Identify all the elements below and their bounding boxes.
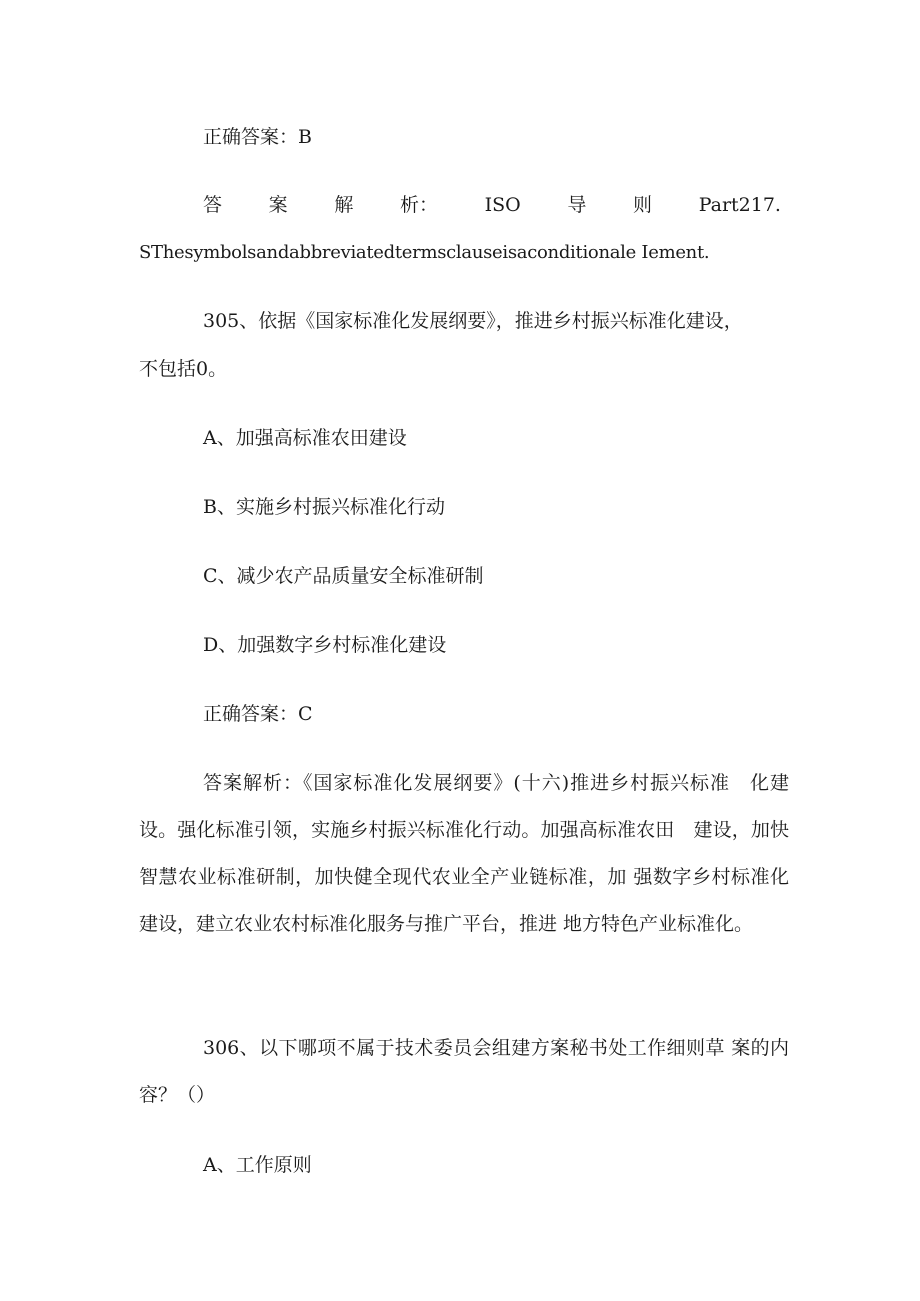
explain-token: 析： — [399, 194, 438, 216]
q304-correct-answer: 正确答案：B — [203, 126, 312, 148]
q305-option-c: C、减少农产品质量安全标准研制 — [203, 565, 484, 587]
q305-question-line1: 305、依据《国家标准化发展纲要》，推进乡村振兴标准化建设， — [203, 310, 743, 332]
q305-option-b: B、实施乡村振兴标准化行动 — [203, 496, 445, 518]
q306-question: 306、以下哪项不属于技术委员会组建方案秘书处工作细则草 案的内容？（） — [139, 1037, 789, 1106]
q304-explanation-line1 — [203, 193, 781, 217]
q305-explanation: 答案解析：《国家标准化发展纲要》(十六)推进乡村振兴标准 化建设。强化标准引领，实施乡村振兴标准化行动。加强高标准农田 建设，加快智慧农业标准研制，加快健全现代农业全产业链标准，加 强数字乡村标准化建设，建立农业农村标准化服务与推广平台，推进 地方特色产业标准化。 — [139, 772, 789, 935]
explain-token: Part217. — [698, 194, 781, 216]
explain-token: 答 — [203, 194, 223, 216]
q305-option-d: D、加强数字乡村标准化建设 — [203, 634, 447, 656]
explain-token: ISO — [484, 194, 521, 216]
explain-token: 导 — [567, 194, 587, 216]
q306-option-a: A、工作原则 — [203, 1154, 312, 1176]
explain-token: 解 — [334, 194, 354, 216]
q305-option-a: A、加强高标准农田建设 — [203, 427, 407, 449]
explain-token: 案 — [268, 194, 288, 216]
explain-token: 则 — [633, 194, 653, 216]
q305-question-line2: 不包括0。 — [139, 358, 228, 380]
q304-explanation-line2: SThesymbolsandabbreviatedtermsclauseisaconditionale Iement. — [139, 242, 710, 263]
q305-correct-answer: 正确答案：C — [203, 703, 313, 725]
